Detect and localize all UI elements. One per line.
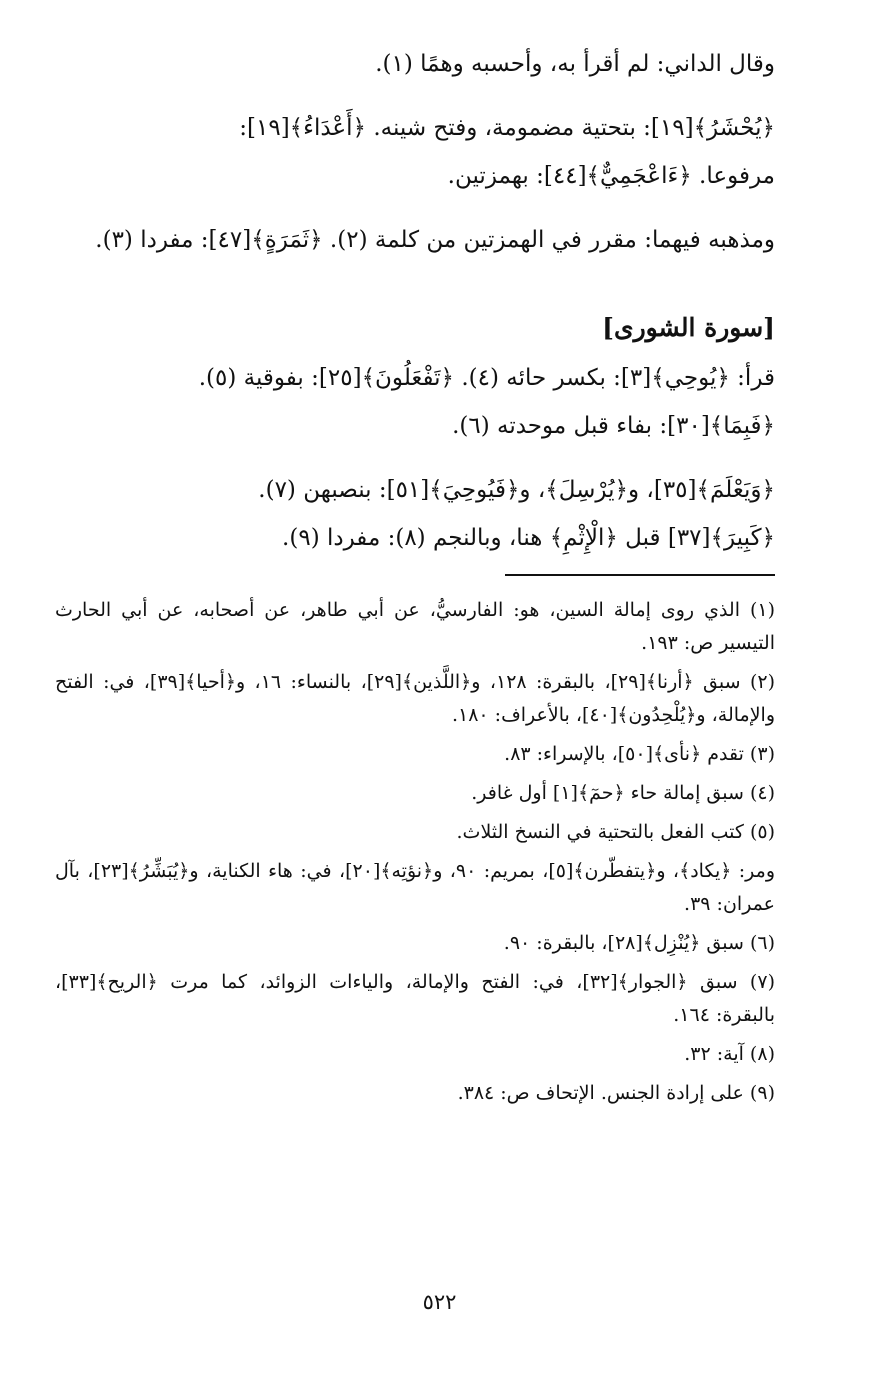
footnote-separator	[505, 574, 775, 576]
paragraph-qara-line-2: ﴿فَبِمَا﴾[٣٠]: بفاء قبل موحدته (٦).	[452, 413, 775, 439]
footnote-5-continuation: ومر: ﴿يكاد﴾، و﴿يتفطّرن﴾[٥]، بمريم: ٩٠، و﴿نؤتِه﴾[٢٠]، في: هاء الكناية، و﴿يُبَشِّرُ﴾[٢٣]، بآل عمران: ٣٩.	[55, 860, 776, 915]
footnote-4: (٤) سبق إمالة حاء ﴿حمٓ﴾[١] أول غافر.	[471, 782, 775, 804]
footnote-9: (٩) على إرادة الجنس. الإتحاف ص: ٣٨٤.	[457, 1082, 775, 1104]
footnotes	[55, 594, 775, 1110]
footnote-7: (٧) سبق ﴿الجوار﴾[٣٢]، في: الفتح والإمالة، والياءات الزوائد، كما مرت ﴿الريح﴾[٣٣]، بالبقرة: ١٦٤.	[55, 971, 775, 1026]
paragraph-yalama-line-2: ﴿كَبِيرَ﴾[٣٧] قبل ﴿الْإِثْمِ﴾ هنا، وبالنجم (٨): مفردا (٩).	[282, 525, 775, 551]
paragraph-qara-line-1: قرأ: ﴿يُوحِي﴾[٣]: بكسر حائه (٤). ﴿تَفْعَلُونَ﴾[٢٥]: بفوقية (٥).	[198, 365, 775, 391]
surah-heading: [سورة الشورى]	[602, 313, 775, 342]
footnote-2: (٢) سبق ﴿أرنا﴾[٢٩]، بالبقرة: ١٢٨، و﴿اللَّذين﴾[٢٩]، بالنساء: ١٦، و﴿أحيا﴾[٣٩]، في: الفتح والإمالة، و﴿يُلْحِدُون﴾[٤٠]، بالأعراف: ١٨٠.	[55, 671, 776, 726]
main-text	[55, 40, 775, 562]
page-number: ٥٢٢	[422, 1290, 457, 1314]
paragraph-dani: وقال الداني: لم أقرأ به، وأحسبه وهمًا (١).	[375, 51, 775, 77]
footnote-1: (١) الذي روى إمالة السين، هو: الفارسيُّ، عن أبي طاهر، عن أصحابه، عن أبي الحارث التيسير ص: ١٩٣.	[55, 599, 775, 654]
footnote-5: (٥) كتب الفعل بالتحتية في النسخ الثلاث.	[456, 821, 775, 843]
paragraph-yuhshar-line-2: مرفوعا. ﴿ءَاعْجَمِيٌّ﴾[٤٤]: بهمزتين.	[447, 163, 775, 189]
paragraph-yalama-line-1: ﴿وَيَعْلَمَ﴾[٣٥]، و﴿يُرْسِلَ﴾، و﴿فَيُوحِيَ﴾[٥١]: بنصبهن (٧).	[258, 477, 775, 503]
footnote-8: (٨) آية: ٣٢.	[684, 1043, 775, 1065]
paragraph-yuhshar-line-1: ﴿يُحْشَرُ﴾[١٩]: بتحتية مضمومة، وفتح شينه. ﴿أَعْدَاءُ﴾[١٩]:	[239, 115, 775, 141]
paragraph-madhhab: ومذهبه فيهما: مقرر في الهمزتين من كلمة (٢). ﴿ثَمَرَةٍ﴾[٤٧]: مفردا (٣).	[95, 227, 775, 253]
page-body	[55, 40, 775, 1116]
footnote-6: (٦) سبق ﴿يُنْزِل﴾[٢٨]، بالبقرة: ٩٠.	[503, 932, 775, 954]
footnote-3: (٣) تقدم ﴿نأى﴾[٥٠]، بالإسراء: ٨٣.	[504, 743, 775, 765]
